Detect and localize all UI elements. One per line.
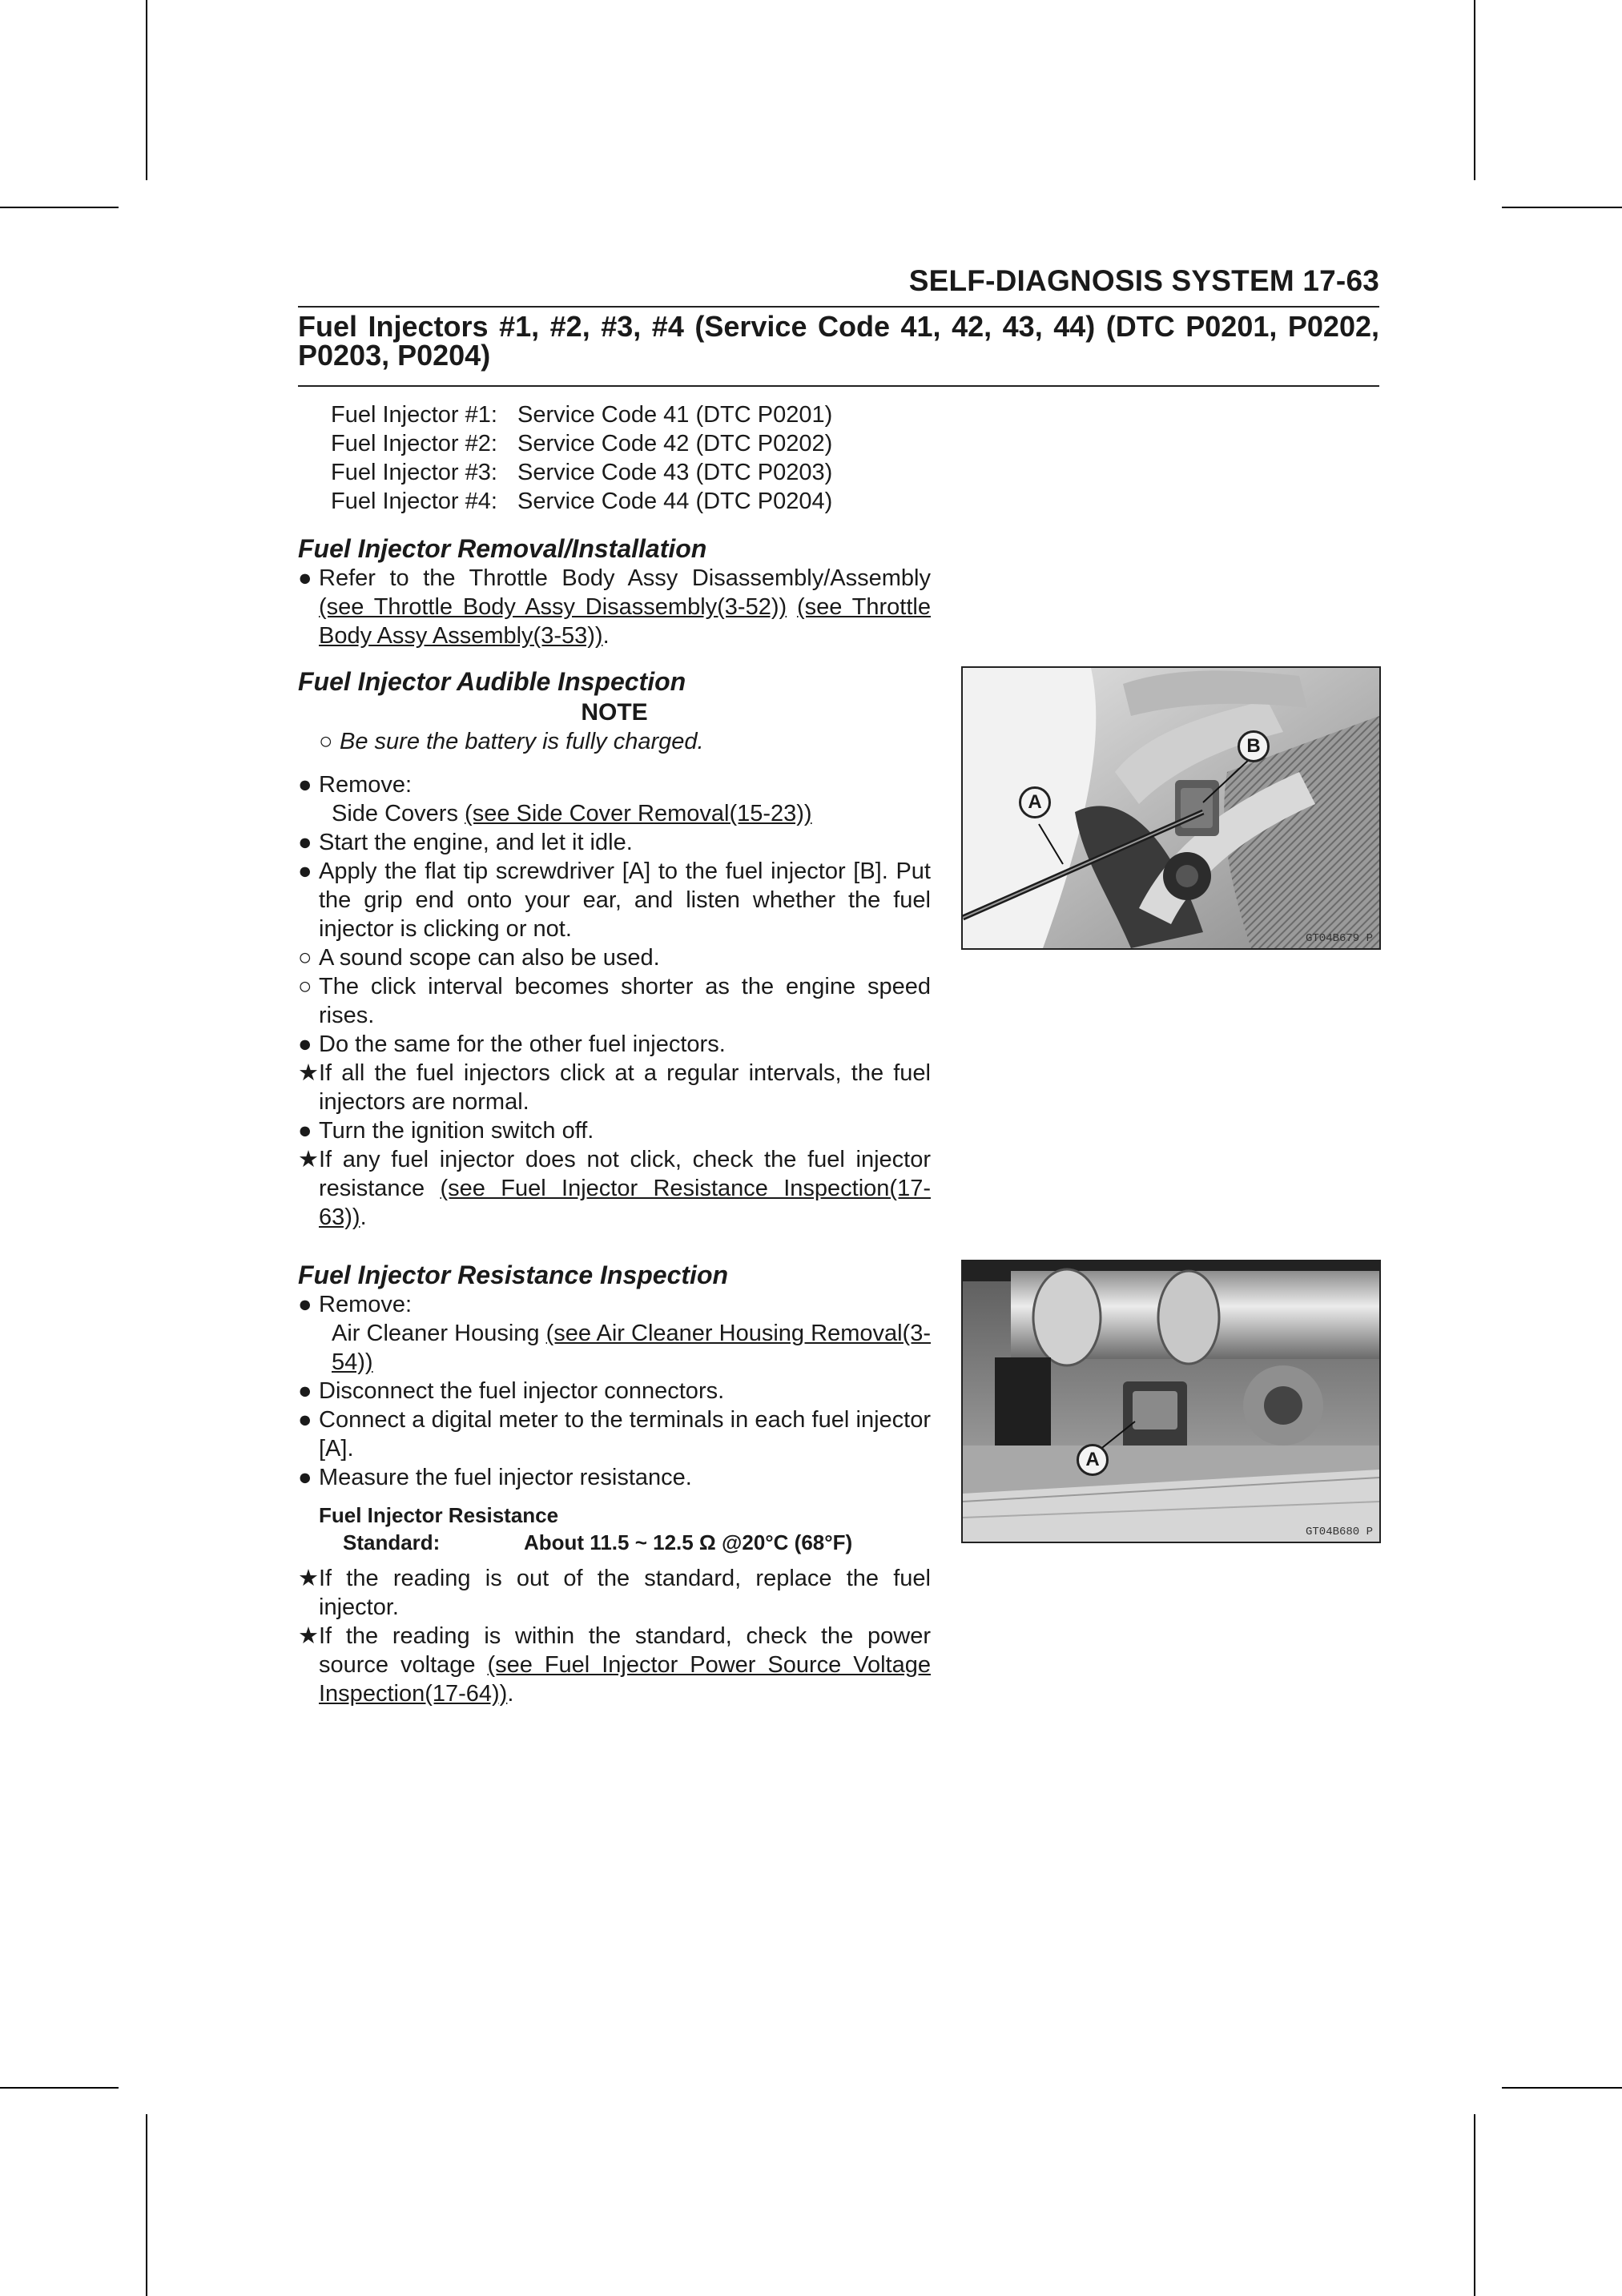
audible-heading: Fuel Injector Audible Inspection	[298, 667, 686, 696]
circle-icon: ○	[319, 729, 333, 754]
figure-resistance-inspection	[961, 1260, 1381, 1543]
step	[298, 857, 931, 943]
note-title: NOTE	[581, 699, 648, 726]
step-text: Start the engine, and let it idle.	[319, 830, 633, 855]
step-text: Connect a digital meter to the terminals in each fuel injector [A].	[319, 1407, 931, 1462]
result	[298, 1059, 931, 1116]
bullet-icon: ●	[298, 772, 312, 798]
service-code-row	[331, 400, 832, 429]
remove-step	[298, 770, 931, 799]
code-label: Fuel Injector #2:	[331, 431, 497, 456]
sub-note	[298, 972, 931, 1030]
circle-icon: ○	[298, 974, 312, 999]
bullet-icon: ●	[298, 830, 312, 855]
callout-a: A	[1019, 786, 1051, 818]
crop-mark	[1474, 2114, 1475, 2296]
result-text: If any fuel injector does not click, check the fuel injector resistance	[319, 1147, 931, 1201]
bullet-icon: ●	[298, 1378, 312, 1404]
bullet-icon: ●	[298, 1407, 312, 1433]
running-head: SELF-DIAGNOSIS SYSTEM 17-63	[908, 264, 1379, 297]
result	[298, 1145, 931, 1232]
link-throttle-assembly[interactable]: (see Throttle Body Assy Assembly(3-53))	[319, 594, 931, 649]
figure-id: GT04B680 P	[1305, 1526, 1373, 1538]
part-name: Air Cleaner Housing	[332, 1321, 540, 1346]
callout-a: A	[1077, 1444, 1109, 1476]
section-title: Fuel Injectors #1, #2, #3, #4 (Service Code 41, 42, 43, 44) (DTC P0201, P0202, P0203, P0204)	[298, 310, 1379, 372]
bullet-icon: ●	[298, 1465, 312, 1490]
star-icon: ★	[298, 1060, 319, 1086]
note-text: Be sure the battery is fully charged.	[340, 729, 704, 754]
bullet-icon: ●	[298, 1292, 312, 1317]
step	[298, 1377, 931, 1405]
link-power-source-voltage[interactable]: (see Fuel Injector Power Source Voltage Inspection(17-64))	[319, 1652, 931, 1707]
spec-label: Standard:	[343, 1530, 441, 1554]
code-label: Fuel Injector #1:	[331, 402, 497, 428]
step	[298, 1116, 931, 1145]
photo-injector-connector	[963, 1261, 1379, 1542]
remove-part	[298, 1319, 931, 1377]
spec-title: Fuel Injector Resistance	[319, 1503, 559, 1527]
removal-step	[298, 564, 931, 650]
circle-icon: ○	[298, 945, 312, 971]
resistance-heading: Fuel Injector Resistance Inspection	[298, 1261, 729, 1289]
result	[298, 1622, 931, 1708]
part-name: Side Covers	[332, 801, 458, 826]
result-text: If the reading is out of the standard, replace the fuel injector.	[319, 1566, 931, 1620]
link-side-cover-removal[interactable]: (see Side Cover Removal(15-23))	[465, 801, 812, 826]
remove-label: Remove:	[319, 1292, 413, 1317]
step	[298, 1030, 931, 1059]
period: .	[360, 1204, 367, 1230]
code-value: Service Code 43 (DTC P0203)	[517, 460, 833, 485]
bullet-icon: ●	[298, 1118, 312, 1144]
service-code-list	[331, 400, 832, 516]
code-value: Service Code 42 (DTC P0202)	[517, 431, 833, 456]
crop-mark	[146, 2114, 147, 2296]
service-code-row	[331, 458, 832, 487]
remove-label: Remove:	[319, 772, 413, 798]
figure-id: GT04B679 P	[1305, 932, 1373, 945]
step-text: Turn the ignition switch off.	[319, 1118, 594, 1144]
crop-mark	[1502, 207, 1622, 208]
result-text: If the reading is within the standard, check the power source voltage	[319, 1623, 931, 1678]
period: .	[507, 1681, 514, 1707]
step	[298, 1463, 931, 1492]
code-label: Fuel Injector #3:	[331, 460, 497, 485]
step	[298, 828, 931, 857]
bullet-icon: ●	[298, 565, 312, 591]
step-text: Do the same for the other fuel injectors.	[319, 1031, 726, 1057]
remove-part	[298, 799, 931, 828]
link-air-cleaner-removal[interactable]: (see Air Cleaner Housing Removal(3-54))	[332, 1321, 931, 1375]
spec-row	[298, 1529, 931, 1556]
crop-mark	[1474, 0, 1475, 180]
remove-step	[298, 1290, 931, 1319]
crop-mark	[1502, 2087, 1622, 2089]
code-value: Service Code 44 (DTC P0204)	[517, 489, 833, 514]
result-text: If all the fuel injectors click at a regular intervals, the fuel injectors are normal.	[319, 1060, 931, 1115]
link-throttle-disassembly[interactable]: (see Throttle Body Assy Disassembly(3-52))	[319, 594, 787, 620]
sub-note-text: The click interval becomes shorter as the engine speed rises.	[319, 974, 931, 1028]
step	[298, 1405, 931, 1463]
removal-section	[298, 533, 931, 650]
crop-mark	[146, 0, 147, 180]
spec-value: About 11.5 ~ 12.5 Ω @20°C (68°F)	[524, 1530, 853, 1554]
crop-mark	[0, 2087, 119, 2089]
header-rule	[298, 306, 1379, 308]
removal-heading: Fuel Injector Removal/Installation	[298, 534, 707, 563]
step-text: Measure the fuel injector resistance.	[319, 1465, 692, 1490]
audible-section	[298, 666, 931, 1232]
sub-note-text: A sound scope can also be used.	[319, 945, 660, 971]
bullet-icon: ●	[298, 1031, 312, 1057]
star-icon: ★	[298, 1623, 319, 1649]
callout-b: B	[1238, 730, 1270, 762]
title-rule	[298, 385, 1379, 387]
service-code-row	[331, 429, 832, 458]
step-text: Disconnect the fuel injector connectors.	[319, 1378, 725, 1404]
star-icon: ★	[298, 1147, 319, 1172]
code-label: Fuel Injector #4:	[331, 489, 497, 514]
note-item	[319, 727, 931, 756]
period: .	[602, 623, 610, 649]
star-icon: ★	[298, 1566, 319, 1591]
step-text: Apply the flat tip screwdriver [A] to the fuel injector [B]. Put the grip end onto your ear, and listen whether the fuel injector is clicking or not.	[319, 858, 931, 942]
code-value: Service Code 41 (DTC P0201)	[517, 402, 833, 428]
figure-audible-inspection	[961, 666, 1381, 950]
service-code-row	[331, 487, 832, 516]
sub-note	[298, 943, 931, 972]
bullet-icon: ●	[298, 858, 312, 884]
resistance-section	[298, 1260, 931, 1708]
result	[298, 1564, 931, 1622]
link-resistance-inspection[interactable]: (see Fuel Injector Resistance Inspection(17-63))	[319, 1176, 931, 1230]
crop-mark	[0, 207, 119, 208]
removal-text: Refer to the Throttle Body Assy Disassembly/Assembly	[319, 565, 931, 591]
